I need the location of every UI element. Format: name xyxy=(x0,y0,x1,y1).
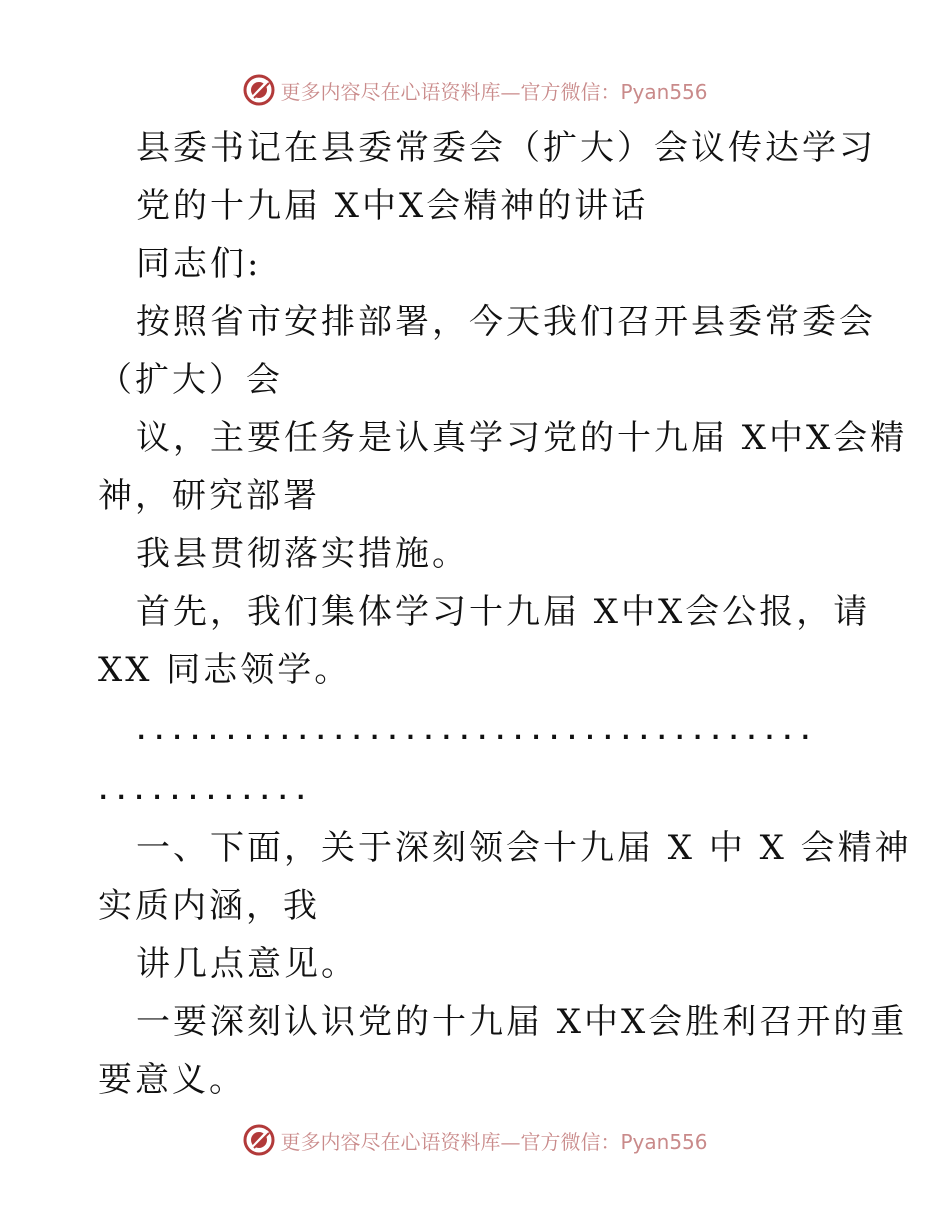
footer-banner xyxy=(0,1120,950,1160)
banner-text: 更多内容尽在心语资料库—官方微信：Pyan556 xyxy=(280,79,708,104)
paragraph-line: 神，研究部署 xyxy=(98,476,320,516)
paragraph-line: （扩大）会 xyxy=(98,360,283,400)
paragraph-line: 一要深刻认识党的十九届 X中X会胜利召开的重 xyxy=(136,1002,908,1042)
paragraph-line: 讲几点意见。 xyxy=(136,944,358,984)
ellipsis-divider: ............ xyxy=(96,777,312,805)
salutation: 同志们: xyxy=(136,244,262,284)
ellipsis-divider: ...................................... xyxy=(134,717,817,745)
paragraph-line: 要意义。 xyxy=(98,1060,246,1100)
logo-icon xyxy=(242,1123,276,1157)
title-line-2: 党的十九届 X中X会精神的讲话 xyxy=(136,186,649,226)
header-banner xyxy=(0,70,950,110)
banner-account: Pyan556 xyxy=(620,1129,708,1154)
paragraph-line: 实质内涵，我 xyxy=(98,886,320,926)
logo-icon xyxy=(242,73,276,107)
section-heading: 一、下面，关于深刻领会十九届 X 中 X 会精神 xyxy=(136,828,912,868)
paragraph-line: 我县贯彻落实措施。 xyxy=(136,534,469,574)
paragraph-line: XX 同志领学。 xyxy=(98,650,352,690)
paragraph-line: 议，主要任务是认真学习党的十九届 X中X会精 xyxy=(136,418,908,458)
paragraph-line: 首先，我们集体学习十九届 X中X会公报，请 xyxy=(136,592,871,632)
title-line-1: 县委书记在县委常委会（扩大）会议传达学习 xyxy=(136,128,876,168)
banner-account: Pyan556 xyxy=(620,79,708,104)
paragraph-line: 按照省市安排部署，今天我们召开县委常委会 xyxy=(136,302,876,342)
banner-text: 更多内容尽在心语资料库—官方微信：Pyan556 xyxy=(280,1129,708,1154)
